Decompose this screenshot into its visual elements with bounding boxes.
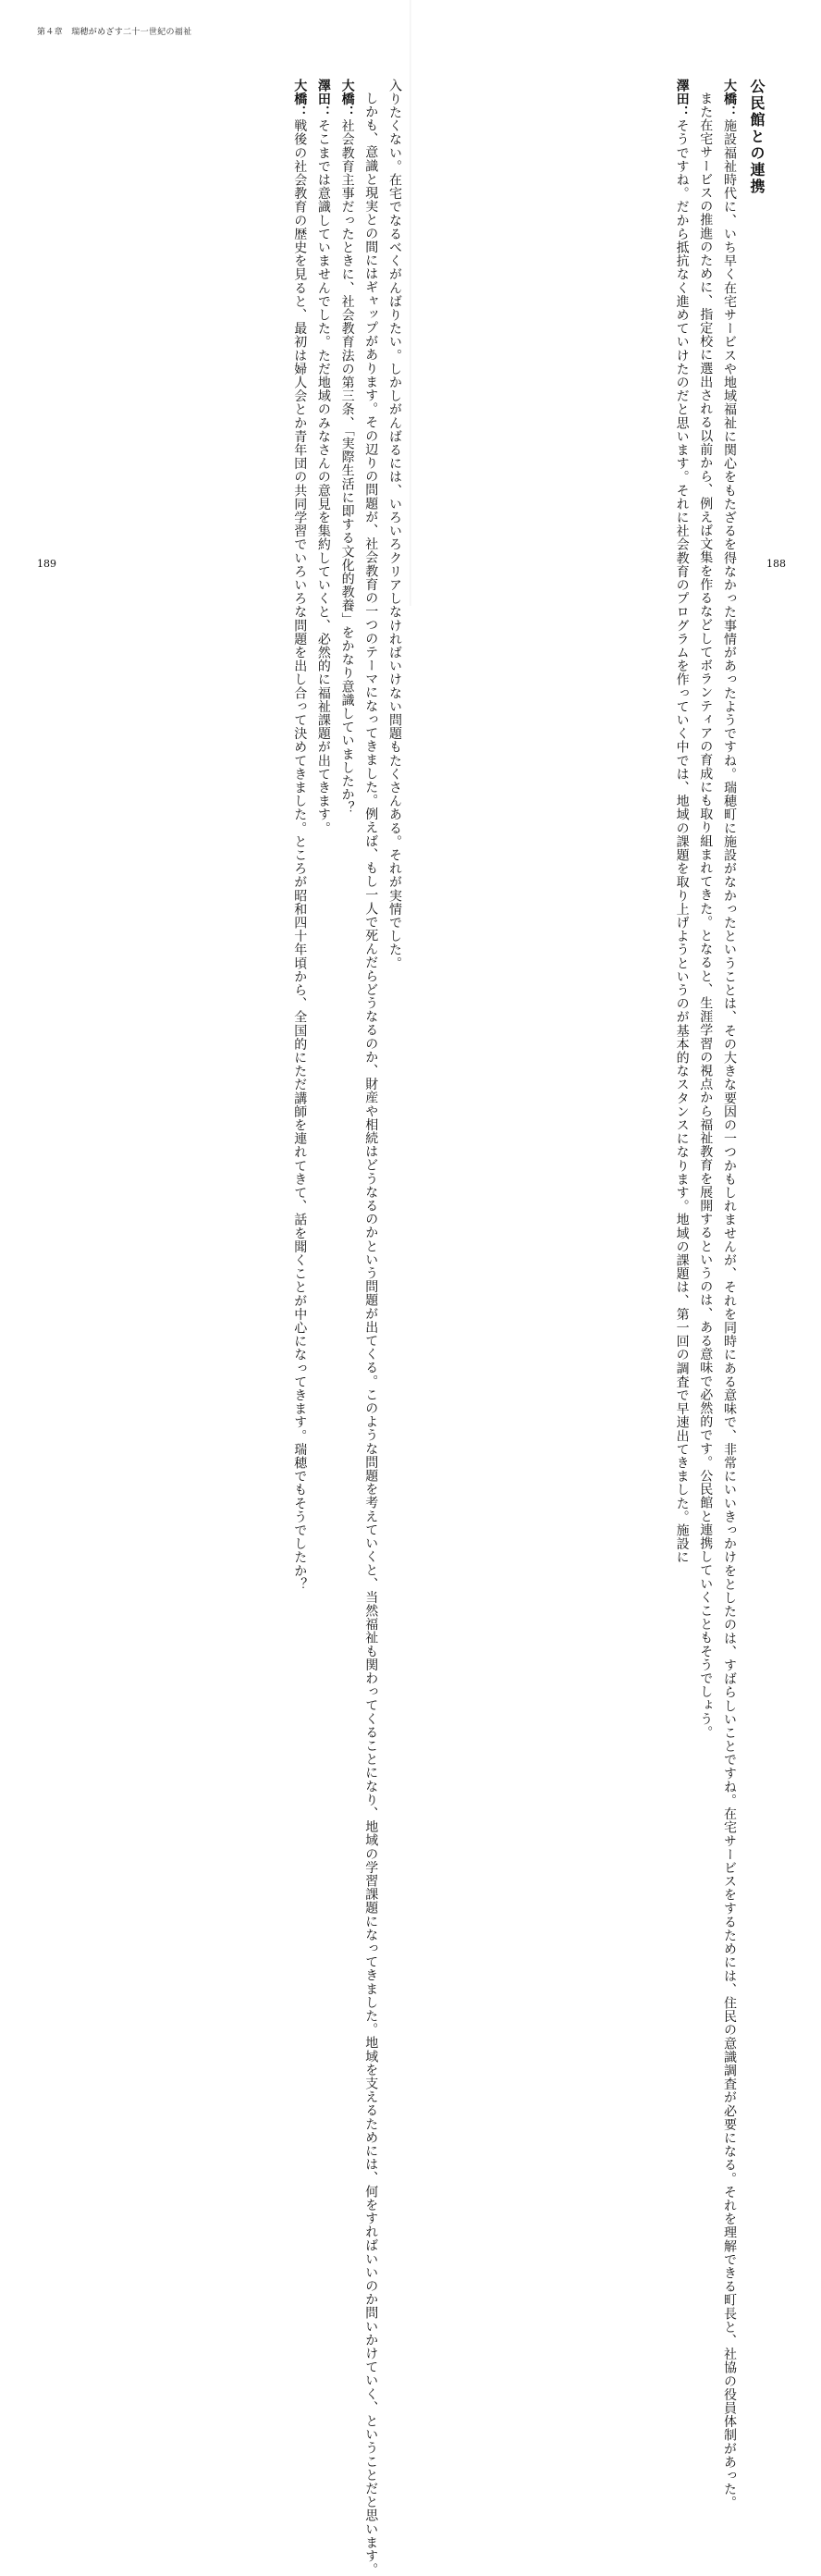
paragraph-text: そこまでは意識していませんでした。ただ地域のみなさんの意見を集約していくと、必然的に福祉課題が出てきます。	[315, 118, 331, 835]
section-title: 公民館との連携	[748, 79, 766, 195]
paragraph-text: 入りたくない。在宅でなるべくがんばりたい。しかしがんばるには、いろいろクリアしなければいけない問題もたくさんある。それが実情でした。	[387, 79, 402, 970]
left-page-body	[287, 79, 406, 2576]
paragraph-text: そうですね。だから抵抗なく進めていけたのだと思います。それに社会教育のプログラムを作っていく中では、地域の課題を取り上げようというのが基本的なスタンスになります。地域の課題は、第一回の調査で早速出てきました。施設に	[674, 118, 690, 1565]
paragraph	[669, 79, 693, 1565]
paragraph-text: 戦後の社会教育の歴史を見ると、最初は婦人会とか青年団の共同学習でいろいろな問題を出し合って決めてきました。ところが昭和四十年頃から、全国的にただ講師を連れてきて、話を聞くことが中心になってきます。瑞穂でもそうでしたか？	[292, 118, 308, 1592]
right-page-body	[669, 79, 741, 2510]
paragraph	[382, 79, 406, 970]
speaker-label: 大橋：	[339, 79, 355, 119]
running-head: 第４章 瑞穂がめざす二十一世紀の福祉	[37, 28, 192, 37]
page-number-left: 189	[37, 558, 56, 570]
paragraph	[311, 79, 335, 835]
paragraph	[335, 79, 359, 816]
speaker-label: 澤田：	[315, 79, 331, 119]
book-gutter	[410, 0, 411, 606]
speaker-label: 大橋：	[722, 79, 737, 119]
page-number-right: 188	[766, 558, 786, 570]
paragraph	[287, 79, 311, 1592]
speaker-label: 大橋：	[292, 79, 308, 119]
paragraph-text: 社会教育主事だったときに、社会教育法の第三条、「実際生活に即する文化的教養」をかなり意識していましたか？	[339, 118, 355, 816]
speaker-label: 澤田：	[674, 79, 690, 119]
paragraph	[717, 79, 741, 2510]
paragraph-text: しかも、意識と現実との間にはギャップがあります。その辺りの問題が、社会教育の一つのテーマになってきました。例えば、もし一人で死んだらどうなるのか、財産や相続はどうなるのかという問題が出てくる。このような問題を考えていくと、当然福祉も関わってくることになり、地域の学習課題になってきました。地域を支えるためには、何をすればいいのか問いかけていく、ということだと思います。	[363, 92, 379, 2576]
paragraph	[693, 79, 717, 1740]
paragraph-text: また在宅サービスの推進のために、指定校に選出される以前から、例えば文集を作るなどしてボランティアの育成にも取り組まれてきた。となると、生涯学習の視点から福祉教育を展開するというのは、ある意味で必然的です。公民館と連携していくこともそうでしょう。	[698, 92, 714, 1740]
paragraph	[359, 79, 383, 2576]
paragraph-text: 施設福祉時代に、いち早く在宅サービスや地域福祉に関心をもたざるを得なかった事情があったようですね。瑞穂町に施設がなかったということは、その大きな要因の一つかもしれませんが、それを同時にある意味で、非常にいいきっかけをとしたのは、すばらしいことですね。在宅サービスをするためには、住民の意識調査が必要になる。それを理解できる町長と、社協の役員体制があった。	[722, 118, 737, 2510]
